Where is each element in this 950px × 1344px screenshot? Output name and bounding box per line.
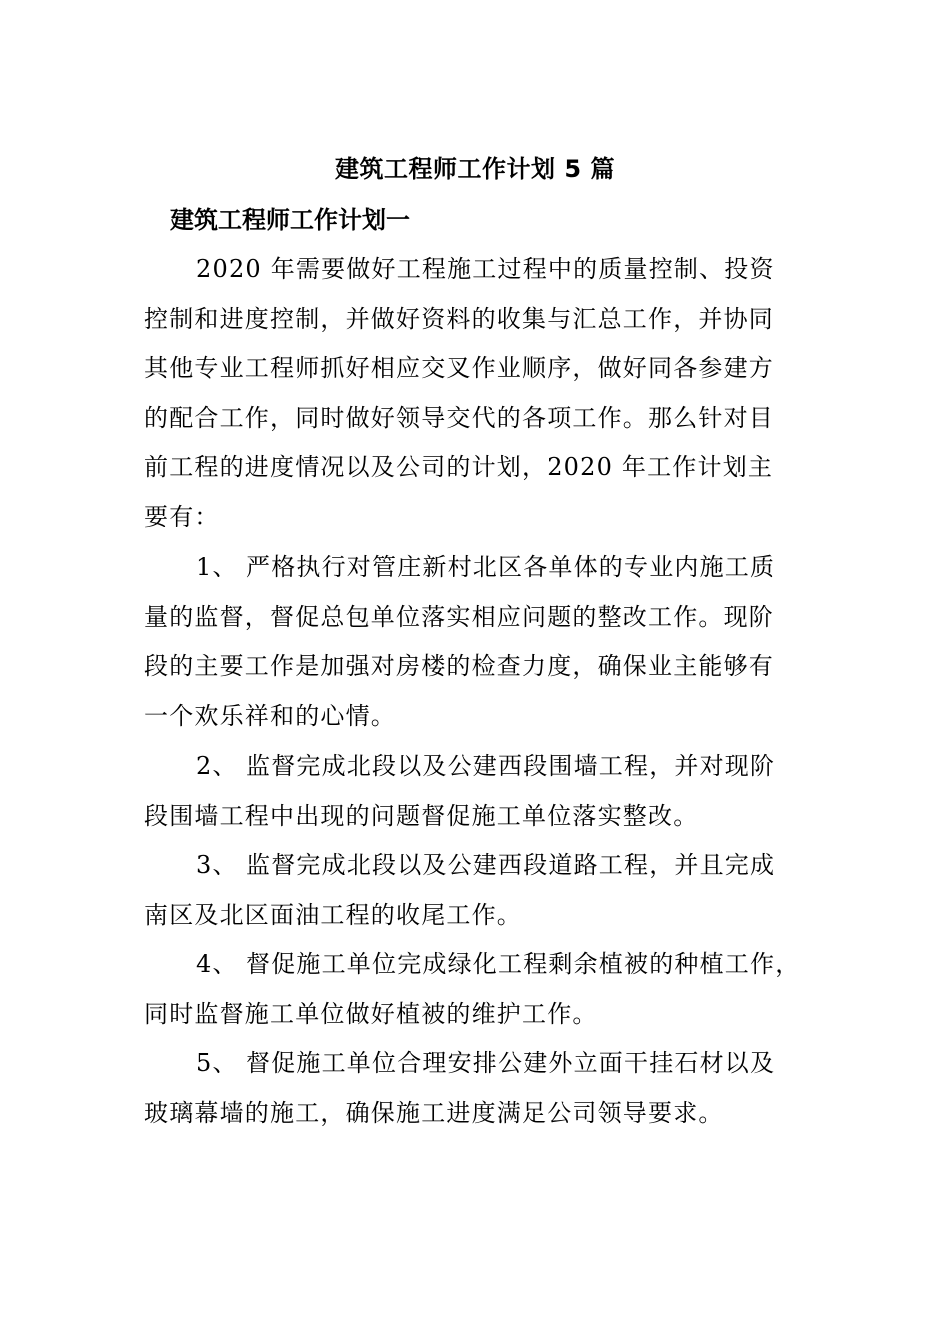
paragraph-line: 前工程的进度情况以及公司的计划，2020 年工作计划主 [144, 453, 774, 481]
paragraph-line: 段的主要工作是加强对房楼的检查力度，确保业主能够有 [144, 652, 774, 680]
paragraph-line: 南区及北区面油工程的收尾工作。 [144, 900, 522, 929]
paragraph-line: 玻璃幕墙的施工，确保施工进度满足公司领导要求。 [144, 1098, 724, 1127]
paragraph-line: 其他专业工程师抓好相应交叉作业顺序，做好同各参建方 [144, 354, 774, 382]
item-number: 4、 [196, 950, 238, 978]
item-number: 1、 [196, 553, 238, 581]
paragraph-line: 监督完成北段以及公建西段围墙工程，并对现阶 [246, 752, 776, 780]
list-item-4 [144, 940, 801, 1039]
paragraph-line: 严格执行对管庄新村北区各单体的专业内施工质 [246, 553, 776, 581]
document-title: 建筑工程师工作计划 5 篇 [335, 155, 615, 183]
paragraph-line: 一个欢乐祥和的心情。 [144, 701, 396, 730]
paragraph-line: 同时监督施工单位做好植被的维护工作。 [144, 999, 598, 1028]
list-item-1 [144, 543, 792, 741]
list-item-3 [144, 841, 792, 940]
paragraph-line: 监督完成北段以及公建西段道路工程，并且完成 [246, 851, 776, 879]
item-number: 5、 [196, 1049, 238, 1077]
paragraph-line: 的配合工作，同时做好领导交代的各项工作。那么针对目 [144, 403, 774, 432]
paragraph-line: 督促施工单位合理安排公建外立面干挂石材以及 [246, 1049, 776, 1077]
list-item-5 [144, 1039, 792, 1138]
intro-paragraph [144, 245, 792, 542]
paragraph-line: 督促施工单位完成绿化工程剩余植被的种植工作， [246, 950, 801, 978]
section-heading: 建筑工程师工作计划一 [170, 206, 410, 234]
paragraph-line: 要有： [144, 502, 220, 531]
list-item-2 [144, 742, 792, 841]
paragraph-line: 2020 年需要做好工程施工过程中的质量控制、投资 [196, 255, 775, 283]
item-number: 2、 [196, 752, 238, 780]
item-number: 3、 [196, 851, 238, 879]
paragraph-line: 控制和进度控制，并做好资料的收集与汇总工作，并协同 [144, 304, 774, 333]
paragraph-line: 量的监督，督促总包单位落实相应问题的整改工作。现阶 [144, 602, 774, 631]
paragraph-line: 段围墙工程中出现的问题督促施工单位落实整改。 [144, 801, 699, 830]
